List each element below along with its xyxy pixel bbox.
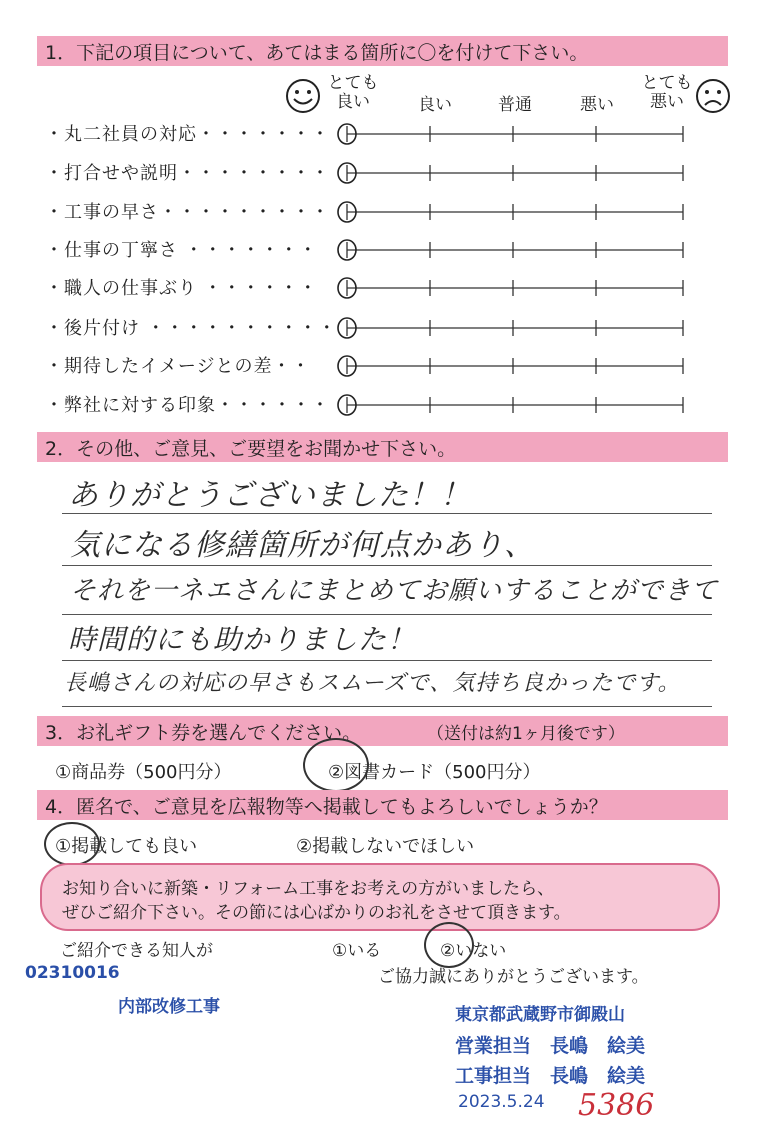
section2-header bbox=[37, 432, 728, 462]
sales-staff: 営業担当 長嶋 絵美 bbox=[455, 1035, 646, 1057]
rating-item-5: ・職人の仕事ぶり ・・・・・・ bbox=[45, 278, 318, 299]
publish-option-1[interactable]: ①掲載しても良い bbox=[55, 836, 198, 857]
section3-header bbox=[37, 716, 728, 746]
gift-option-1[interactable]: ①商品券（500円分） bbox=[55, 762, 232, 783]
gift-option-2[interactable]: ②図書カード（500円分） bbox=[328, 762, 541, 783]
company-address: 東京都武蔵野市御殿山 bbox=[455, 1005, 625, 1025]
construction-staff: 工事担当 長嶋 絵美 bbox=[455, 1065, 646, 1087]
comment-line-2: 気になる修繕箇所が何点かあり、 bbox=[70, 528, 535, 563]
referral-no[interactable]: ②いない bbox=[440, 941, 507, 961]
comment-line-1: ありがとうございました！！ bbox=[68, 478, 471, 513]
rating-item-6: ・後片付け ・・・・・・・・・・ bbox=[45, 318, 337, 339]
rating-item-8: ・弊社に対する印象・・・・・・ bbox=[45, 395, 330, 416]
referral-label: ご紹介できる知人が bbox=[60, 941, 213, 961]
gift-selection-circle bbox=[303, 738, 369, 792]
referral-notice bbox=[40, 863, 720, 931]
comment-rule-2 bbox=[62, 565, 712, 566]
publish-selection-circle bbox=[44, 822, 100, 866]
scale-very-bad: とても 悪い bbox=[641, 73, 693, 112]
date: 2023.5.24 bbox=[458, 1092, 545, 1112]
handwritten-number: 5386 bbox=[578, 1088, 655, 1123]
section4-title: 4．匿名で、ご意見を広報物等へ掲載してもよろしいでしょうか？ bbox=[45, 796, 608, 818]
comment-rule-5 bbox=[62, 706, 712, 707]
section2-title: 2．その他、ご意見、ご要望をお聞かせ下さい。 bbox=[45, 438, 457, 460]
scale-normal: 普通 bbox=[498, 95, 532, 115]
rating-item-2: ・打合せや説明・・・・・・・・ bbox=[45, 163, 330, 184]
scale-good: 良い bbox=[418, 95, 452, 115]
referral-yes[interactable]: ①いる bbox=[332, 941, 382, 961]
comment-rule-4 bbox=[62, 660, 712, 661]
rating-item-7: ・期待したイメージとの差・・ bbox=[45, 356, 311, 377]
rating-scale-lines bbox=[0, 0, 770, 430]
customer-code: 02310016 bbox=[25, 963, 120, 983]
section1-title: 1．下記の項目について、あてはまる箇所に〇を付けて下さい。 bbox=[45, 42, 589, 64]
scale-bad: 悪い bbox=[580, 95, 614, 115]
comment-rule-3 bbox=[62, 614, 712, 615]
comment-line-3: それを一ネエさんにまとめてお願いすることができて bbox=[70, 576, 719, 606]
rating-item-3: ・工事の早さ・・・・・・・・・ bbox=[45, 202, 330, 223]
section3-title: 3．お礼ギフト券を選んでください。 bbox=[45, 722, 362, 744]
work-type: 内部改修工事 bbox=[118, 997, 220, 1017]
section4-header bbox=[37, 790, 728, 820]
rating-item-4: ・仕事の丁寧さ ・・・・・・・ bbox=[45, 240, 318, 261]
comment-line-5: 長嶋さんの対応の早さもスムーズで、気持ち良かったです。 bbox=[64, 671, 681, 696]
scale-very-good: とても 良い bbox=[327, 73, 379, 112]
rating-item-1: ・丸二社員の対応・・・・・・・ bbox=[45, 124, 330, 145]
comment-line-4: 時間的にも助かりました！ bbox=[68, 623, 417, 656]
section3-note: （送付は約1ヶ月後です） bbox=[427, 724, 625, 744]
notice-line-1: お知り合いに新築・リフォーム工事をお考えの方がいましたら、 bbox=[62, 879, 555, 899]
thanks-text: ご協力誠にありがとうございます。 bbox=[378, 967, 649, 987]
notice-line-2: ぜひご紹介下さい。その節には心ばかりのお礼をさせて頂きます。 bbox=[62, 903, 571, 923]
publish-option-2[interactable]: ②掲載しないでほしい bbox=[296, 836, 475, 857]
